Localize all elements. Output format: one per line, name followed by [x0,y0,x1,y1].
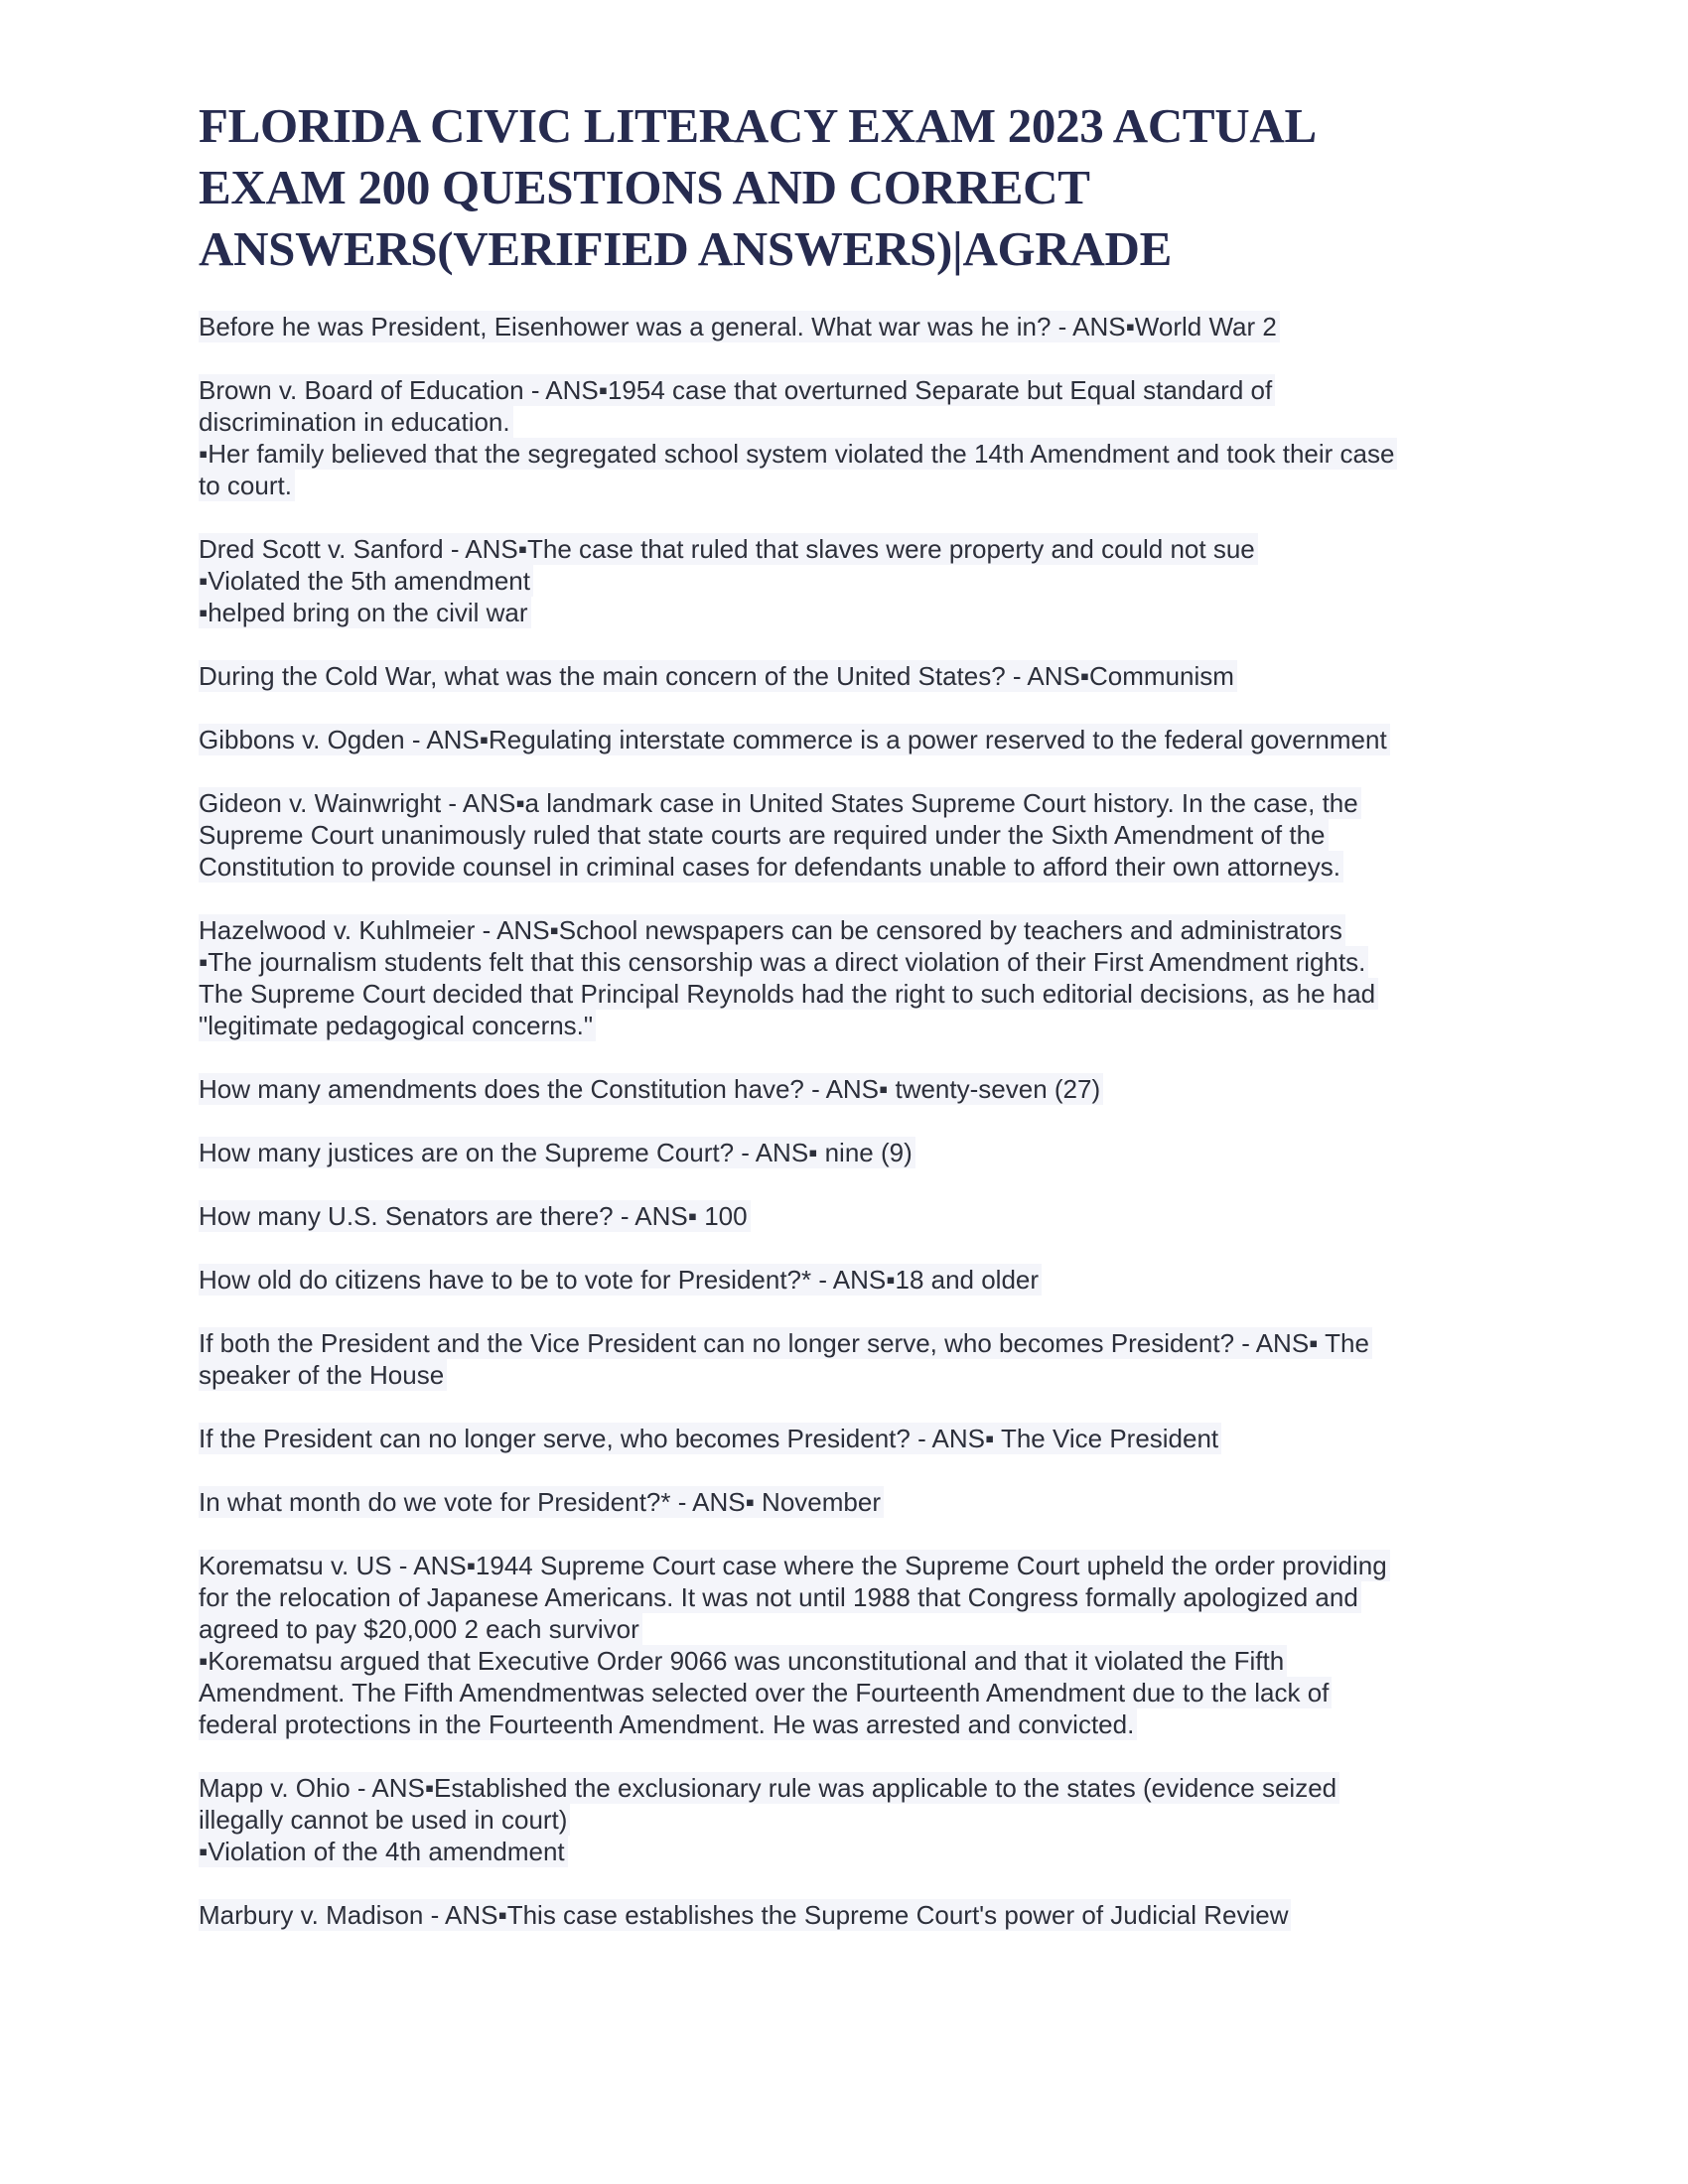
qa-line [199,787,1509,819]
qa-line [199,1677,1509,1708]
qa-line [199,946,1509,978]
qa-line-text: Constitution to provide counsel in criminal cases for defendants unable to afford their own attorneys. [199,851,1343,883]
qa-line [199,1899,1509,1931]
document-title [199,95,1489,280]
qa-line [199,311,1509,342]
qa-line-text: "legitimate pedagogical concerns." [199,1010,596,1041]
qa-line [199,1359,1509,1391]
qa-entry [199,374,1509,501]
qa-entry [199,311,1509,342]
qa-line-text: Gideon v. Wainwright - ANS▪a landmark case in United States Supreme Court history. In the case, the [199,787,1361,819]
qa-entry [199,1200,1509,1232]
qa-line [199,978,1509,1010]
qa-entry [199,914,1509,1041]
qa-line-text: If the President can no longer serve, who becomes President? - ANS▪ The Vice President [199,1423,1221,1454]
qa-line [199,1423,1509,1454]
qa-line [199,1137,1509,1168]
qa-line-text: How old do citizens have to be to vote for President?* - ANS▪18 and older [199,1264,1042,1296]
qa-line-text: federal protections in the Fourteenth Amendment. He was arrested and convicted. [199,1708,1137,1740]
qa-line [199,660,1509,692]
qa-line-text: In what month do we vote for President?* - ANS▪ November [199,1486,884,1518]
title-line: FLORIDA CIVIC LITERACY EXAM 2023 ACTUAL [199,98,1317,153]
qa-line-text: for the relocation of Japanese Americans. It was not until 1988 that Congress formally apologized and [199,1581,1361,1613]
qa-line [199,914,1509,946]
qa-line-text: Korematsu v. US - ANS▪1944 Supreme Court case where the Supreme Court upheld the order providing [199,1550,1390,1581]
qa-line [199,1010,1509,1041]
qa-entry [199,1264,1509,1296]
qa-list [199,311,1509,1963]
qa-line-text: Gibbons v. Ogden - ANS▪Regulating interstate commerce is a power reserved to the federal government [199,724,1390,755]
qa-entry [199,1423,1509,1454]
qa-line-text: illegally cannot be used in court) [199,1804,570,1836]
qa-line-text: ▪The journalism students felt that this censorship was a direct violation of their First Amendment rights. [199,946,1368,978]
qa-line-text: How many U.S. Senators are there? - ANS▪ 100 [199,1200,751,1232]
qa-line [199,533,1509,565]
qa-line [199,851,1509,883]
qa-line [199,1708,1509,1740]
qa-entry [199,533,1509,628]
qa-line [199,1486,1509,1518]
qa-line-text: to court. [199,470,295,501]
qa-line-text: During the Cold War, what was the main concern of the United States? - ANS▪Communism [199,660,1237,692]
qa-line [199,565,1509,597]
qa-entry [199,1327,1509,1391]
qa-line [199,1804,1509,1836]
qa-line-text: If both the President and the Vice President can no longer serve, who becomes President? - ANS▪ The [199,1327,1372,1359]
qa-line-text: The Supreme Court decided that Principal Reynolds had the right to such editorial decisions, as he had [199,978,1378,1010]
qa-line-text: ▪helped bring on the civil war [199,597,531,628]
qa-line [199,374,1509,406]
qa-line-text: Amendment. The Fifth Amendmentwas selected over the Fourteenth Amendment due to the lack of [199,1677,1332,1708]
qa-line-text: How many justices are on the Supreme Court? - ANS▪ nine (9) [199,1137,915,1168]
qa-line-text: agreed to pay $20,000 2 each survivor [199,1613,642,1645]
qa-line [199,819,1509,851]
qa-line [199,1613,1509,1645]
qa-line-text: How many amendments does the Constitution have? - ANS▪ twenty-seven (27) [199,1073,1103,1105]
qa-line-text: ▪Her family believed that the segregated school system violated the 14th Amendment and took their case [199,438,1397,470]
qa-line-text: Hazelwood v. Kuhlmeier - ANS▪School newspapers can be censored by teachers and administrators [199,914,1345,946]
qa-line [199,1327,1509,1359]
qa-line [199,597,1509,628]
qa-entry [199,1137,1509,1168]
title-line: ANSWERS(VERIFIED ANSWERS)|AGRADE [199,221,1172,276]
qa-line [199,438,1509,470]
qa-line [199,1772,1509,1804]
qa-line-text: Brown v. Board of Education - ANS▪1954 case that overturned Separate but Equal standard of [199,374,1275,406]
qa-entry [199,660,1509,692]
qa-line [199,406,1509,438]
qa-line [199,1836,1509,1867]
qa-entry [199,1772,1509,1867]
qa-entry [199,1486,1509,1518]
title-line: EXAM 200 QUESTIONS AND CORRECT [199,160,1090,214]
qa-line-text: speaker of the House [199,1359,447,1391]
qa-line-text: ▪Violation of the 4th amendment [199,1836,568,1867]
qa-entry [199,724,1509,755]
qa-line [199,1581,1509,1613]
qa-line [199,724,1509,755]
qa-entry [199,1899,1509,1931]
qa-line [199,470,1509,501]
qa-line [199,1264,1509,1296]
qa-entry [199,1550,1509,1740]
qa-line-text: Mapp v. Ohio - ANS▪Established the exclusionary rule was applicable to the states (evidence seized [199,1772,1339,1804]
qa-line-text: ▪Violated the 5th amendment [199,565,533,597]
qa-line-text: Marbury v. Madison - ANS▪This case establishes the Supreme Court's power of Judicial Review [199,1899,1291,1931]
qa-line [199,1073,1509,1105]
qa-entry [199,787,1509,883]
qa-line [199,1200,1509,1232]
qa-entry [199,1073,1509,1105]
qa-line [199,1645,1509,1677]
qa-line-text: Supreme Court unanimously ruled that state courts are required under the Sixth Amendment of the [199,819,1329,851]
qa-line-text: Before he was President, Eisenhower was a general. What war was he in? - ANS▪World War 2 [199,311,1280,342]
qa-line-text: Dred Scott v. Sanford - ANS▪The case that ruled that slaves were property and could not sue [199,533,1258,565]
qa-line-text: ▪Korematsu argued that Executive Order 9066 was unconstitutional and that it violated the Fifth [199,1645,1287,1677]
qa-line-text: discrimination in education. [199,406,513,438]
qa-line [199,1550,1509,1581]
